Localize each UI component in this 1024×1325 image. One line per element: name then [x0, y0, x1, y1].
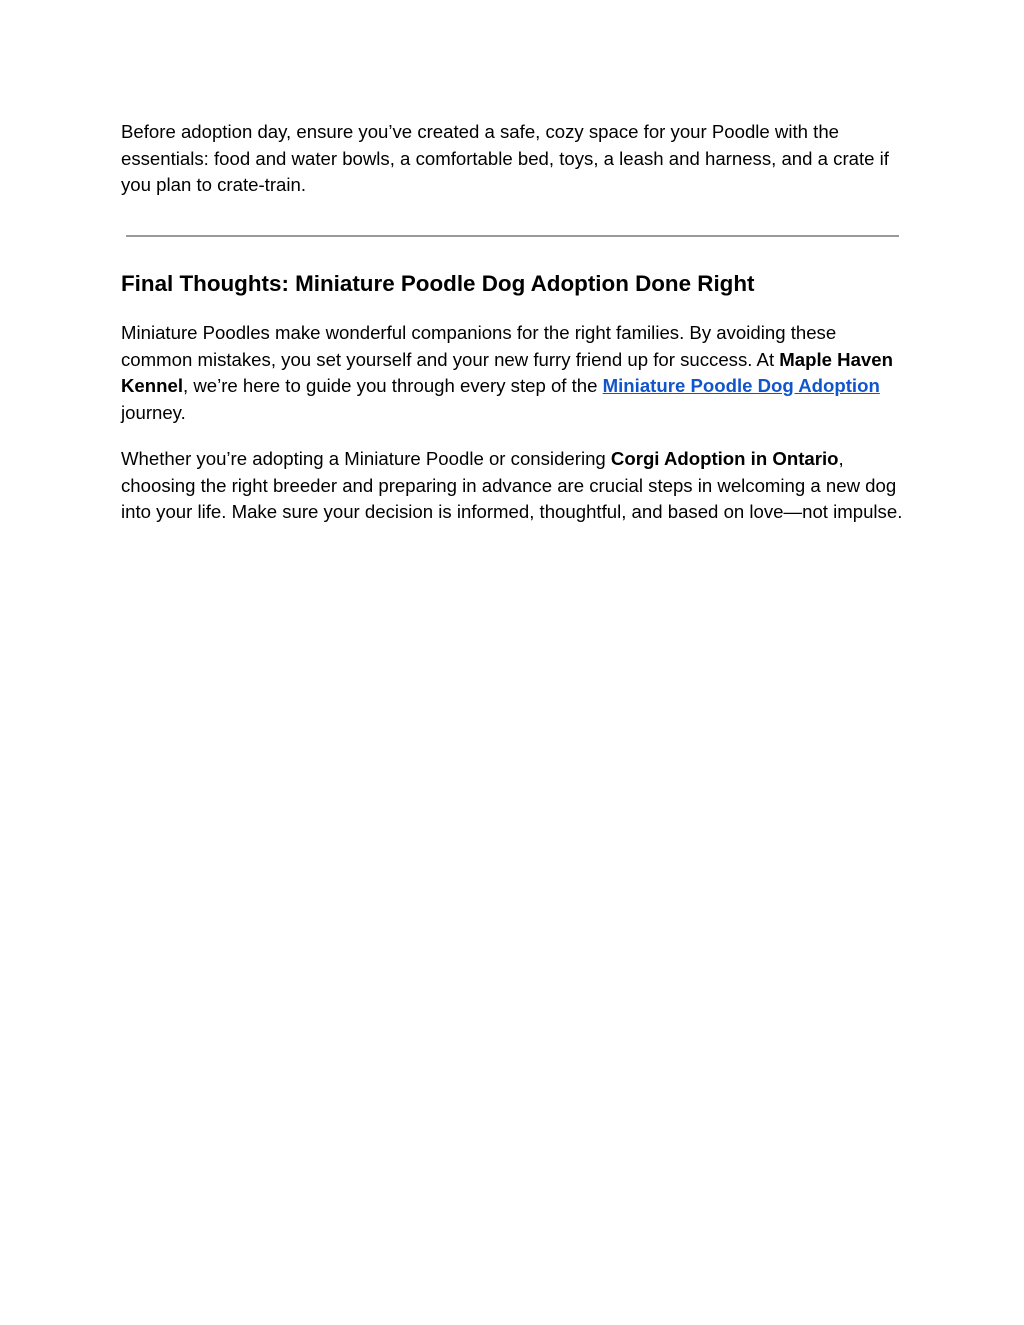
paragraph-one-text-2: , we’re here to guide you through every step of the: [183, 375, 603, 396]
paragraph-one-text-3: journey.: [121, 401, 186, 423]
paragraph-one-text-1: Miniature Poodles make wonderful companions for the right families. By avoiding these common mistakes, you set yourself and your new furry friend up for success. At: [121, 322, 837, 370]
paragraph-two-text-2: , choosing the right breeder and preparing in advance are crucial steps in welcoming a new dog into your life. Make sure your decision is informed, thoughtful, and based on love—not impulse.: [121, 448, 903, 522]
intro-paragraph: Before adoption day, ensure you’ve created a safe, cozy space for your Poodle with the essentials: food and water bowls, a comfortable bed, toys, a leash and harness, and a crate if you plan to crate-train.: [121, 121, 889, 195]
document-content: [121, 119, 911, 522]
paragraph-two-text-1: Whether you’re adopting a Miniature Poodle or considering: [121, 448, 611, 469]
section-heading: Final Thoughts: Miniature Poodle Dog Adoption Done Right: [121, 271, 755, 296]
paragraph-two: [121, 446, 911, 526]
paragraph-one: [121, 320, 911, 426]
horizontal-divider: [126, 235, 899, 237]
miniature-poodle-adoption-link[interactable]: Miniature Poodle Dog Adoption: [602, 375, 880, 396]
corgi-adoption-ontario: Corgi Adoption in Ontario: [610, 448, 839, 469]
kennel-name: Maple Haven Kennel: [121, 348, 893, 396]
